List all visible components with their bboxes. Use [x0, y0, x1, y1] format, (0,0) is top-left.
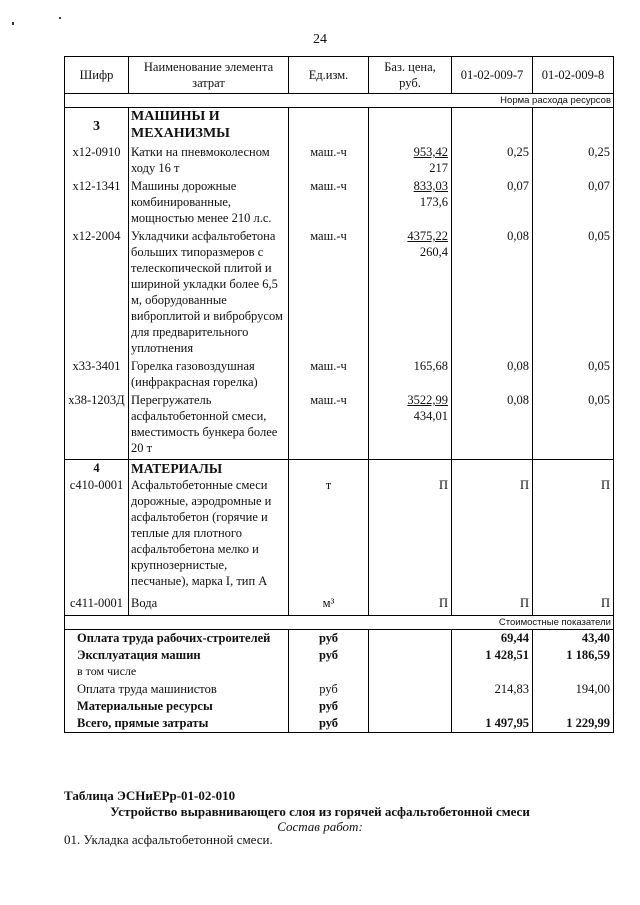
- section4-title: МАТЕРИАЛЫ: [129, 460, 289, 478]
- row-code: х12-0910: [65, 144, 129, 176]
- row-price: [369, 144, 452, 176]
- table-row: [65, 176, 614, 226]
- row-v1: 0,08: [452, 356, 533, 390]
- row-code: х38-1203Д: [65, 390, 129, 460]
- price-top: 4375,22: [407, 229, 448, 243]
- section4-num: 4: [65, 460, 129, 478]
- summary-unit: руб: [289, 681, 369, 698]
- summary-unit: руб: [289, 698, 369, 715]
- section3-title: МАШИНЫ И МЕХАНИЗМЫ: [129, 108, 289, 145]
- row-unit: т: [289, 477, 369, 592]
- table-row: [65, 144, 614, 176]
- row-price: П: [369, 477, 452, 592]
- summary-label: Материальные ресурсы: [65, 698, 289, 715]
- summary-unit: руб: [289, 630, 369, 648]
- header-col1: 01-02-009-7: [452, 57, 533, 94]
- header-price: Баз. цена, руб.: [369, 57, 452, 94]
- row-code: х33-3401: [65, 356, 129, 390]
- header-unit: Ед.изм.: [289, 57, 369, 94]
- row-price: [369, 176, 452, 226]
- price-top: 833,03: [413, 179, 448, 193]
- summary-row: [65, 681, 614, 698]
- band-resources-row: [65, 94, 614, 108]
- summary-unit: руб: [289, 647, 369, 664]
- summary-v1: 1 497,95: [452, 715, 533, 733]
- price-bottom: 173,6: [419, 195, 448, 209]
- row-v1: П: [452, 592, 533, 616]
- price-bottom: 217: [429, 161, 448, 175]
- row-unit: маш.-ч: [289, 144, 369, 176]
- row-v1: П: [452, 477, 533, 592]
- row-v2: П: [533, 477, 614, 592]
- row-name: Укладчики асфальтобетона больших типоразмеров с телескопической плитой и шириной укладки более 6,5 м, оборудованные виброплитой и вибробрусом для предварительного уплотнения: [129, 226, 289, 356]
- table-row: [65, 390, 614, 460]
- summary-label: Оплата труда машинистов: [65, 681, 289, 698]
- row-code: с410-0001: [65, 477, 129, 592]
- band-resources: Норма расхода ресурсов: [65, 94, 614, 108]
- table-header-row: [65, 57, 614, 94]
- summary-v2: 1 186,59: [533, 647, 614, 664]
- price-bottom: 434,01: [413, 409, 448, 423]
- row-code: х12-2004: [65, 226, 129, 356]
- row-price: 165,68: [369, 356, 452, 390]
- summary-label: в том числе: [65, 664, 289, 681]
- row-v2: 0,07: [533, 176, 614, 226]
- summary-row: [65, 647, 614, 664]
- summary-row: [65, 630, 614, 648]
- row-name: Перегружатель асфальтобетонной смеси, вместимость бункера более 20 т: [129, 390, 289, 460]
- next-table-subtitle: Устройство выравнивающего слоя из горячей асфальтобетонной смеси: [110, 804, 530, 819]
- price-top: 3522,99: [407, 393, 448, 407]
- summary-row: [65, 698, 614, 715]
- scan-speck: [12, 22, 14, 25]
- row-unit: маш.-ч: [289, 226, 369, 356]
- row-v2: 0,05: [533, 226, 614, 356]
- table-row: [65, 477, 614, 592]
- price-bottom: 260,4: [419, 245, 448, 259]
- summary-v1: 1 428,51: [452, 647, 533, 664]
- summary-row: [65, 664, 614, 681]
- row-v2: 0,25: [533, 144, 614, 176]
- row-name: Вода: [129, 592, 289, 616]
- summary-v2: 43,40: [533, 630, 614, 648]
- row-v1: 0,08: [452, 390, 533, 460]
- row-v2: П: [533, 592, 614, 616]
- section4-row: [65, 460, 614, 478]
- works-heading: Состав работ:: [277, 819, 363, 834]
- row-v1: 0,08: [452, 226, 533, 356]
- header-code: Шифр: [65, 57, 129, 94]
- summary-row: [65, 715, 614, 733]
- resource-table: [64, 56, 614, 733]
- band-cost: Стоимостные показатели: [65, 616, 614, 630]
- scan-speck: [59, 17, 61, 19]
- row-unit: маш.-ч: [289, 390, 369, 460]
- row-code: х12-1341: [65, 176, 129, 226]
- row-price: П: [369, 592, 452, 616]
- summary-label: Эксплуатация машин: [65, 647, 289, 664]
- table-row: [65, 592, 614, 616]
- row-unit: маш.-ч: [289, 356, 369, 390]
- row-name: Асфальтобетонные смеси дорожные, аэродромные и асфальтобетон (горячие и теплые для плотного асфальтобетона мелко и крупнозернистые, песчаные), марка I, тип А: [129, 477, 289, 592]
- header-col2: 01-02-009-8: [533, 57, 614, 94]
- row-name: Машины дорожные комбинированные, мощностью менее 210 л.с.: [129, 176, 289, 226]
- summary-v1: 69,44: [452, 630, 533, 648]
- section3-num: 3: [65, 108, 129, 145]
- row-v2: 0,05: [533, 390, 614, 460]
- next-table-title: Таблица ЭСНиЕРр-01-02-010: [64, 788, 236, 803]
- summary-v2: 194,00: [533, 681, 614, 698]
- row-v1: 0,25: [452, 144, 533, 176]
- summary-v2: 1 229,99: [533, 715, 614, 733]
- row-v2: 0,05: [533, 356, 614, 390]
- summary-v1: 214,83: [452, 681, 533, 698]
- table-row: [65, 356, 614, 390]
- works-item: 01. Укладка асфальтобетонной смеси.: [64, 832, 273, 847]
- summary-label: Всего, прямые затраты: [65, 715, 289, 733]
- summary-label: Оплата труда рабочих-строителей: [65, 630, 289, 648]
- summary-unit: руб: [289, 715, 369, 733]
- price-top: 953,42: [413, 145, 448, 159]
- row-v1: 0,07: [452, 176, 533, 226]
- row-unit: маш.-ч: [289, 176, 369, 226]
- header-name: Наименование элемента затрат: [129, 57, 289, 94]
- row-unit: м³: [289, 592, 369, 616]
- page-number: 24: [313, 32, 327, 47]
- row-name: Горелка газовоздушная (инфракрасная горелка): [129, 356, 289, 390]
- row-name: Катки на пневмоколесном ходу 16 т: [129, 144, 289, 176]
- band-cost-row: [65, 616, 614, 630]
- row-price: [369, 390, 452, 460]
- table-row: [65, 226, 614, 356]
- row-price: [369, 226, 452, 356]
- row-code: с411-0001: [65, 592, 129, 616]
- section3-row: [65, 108, 614, 145]
